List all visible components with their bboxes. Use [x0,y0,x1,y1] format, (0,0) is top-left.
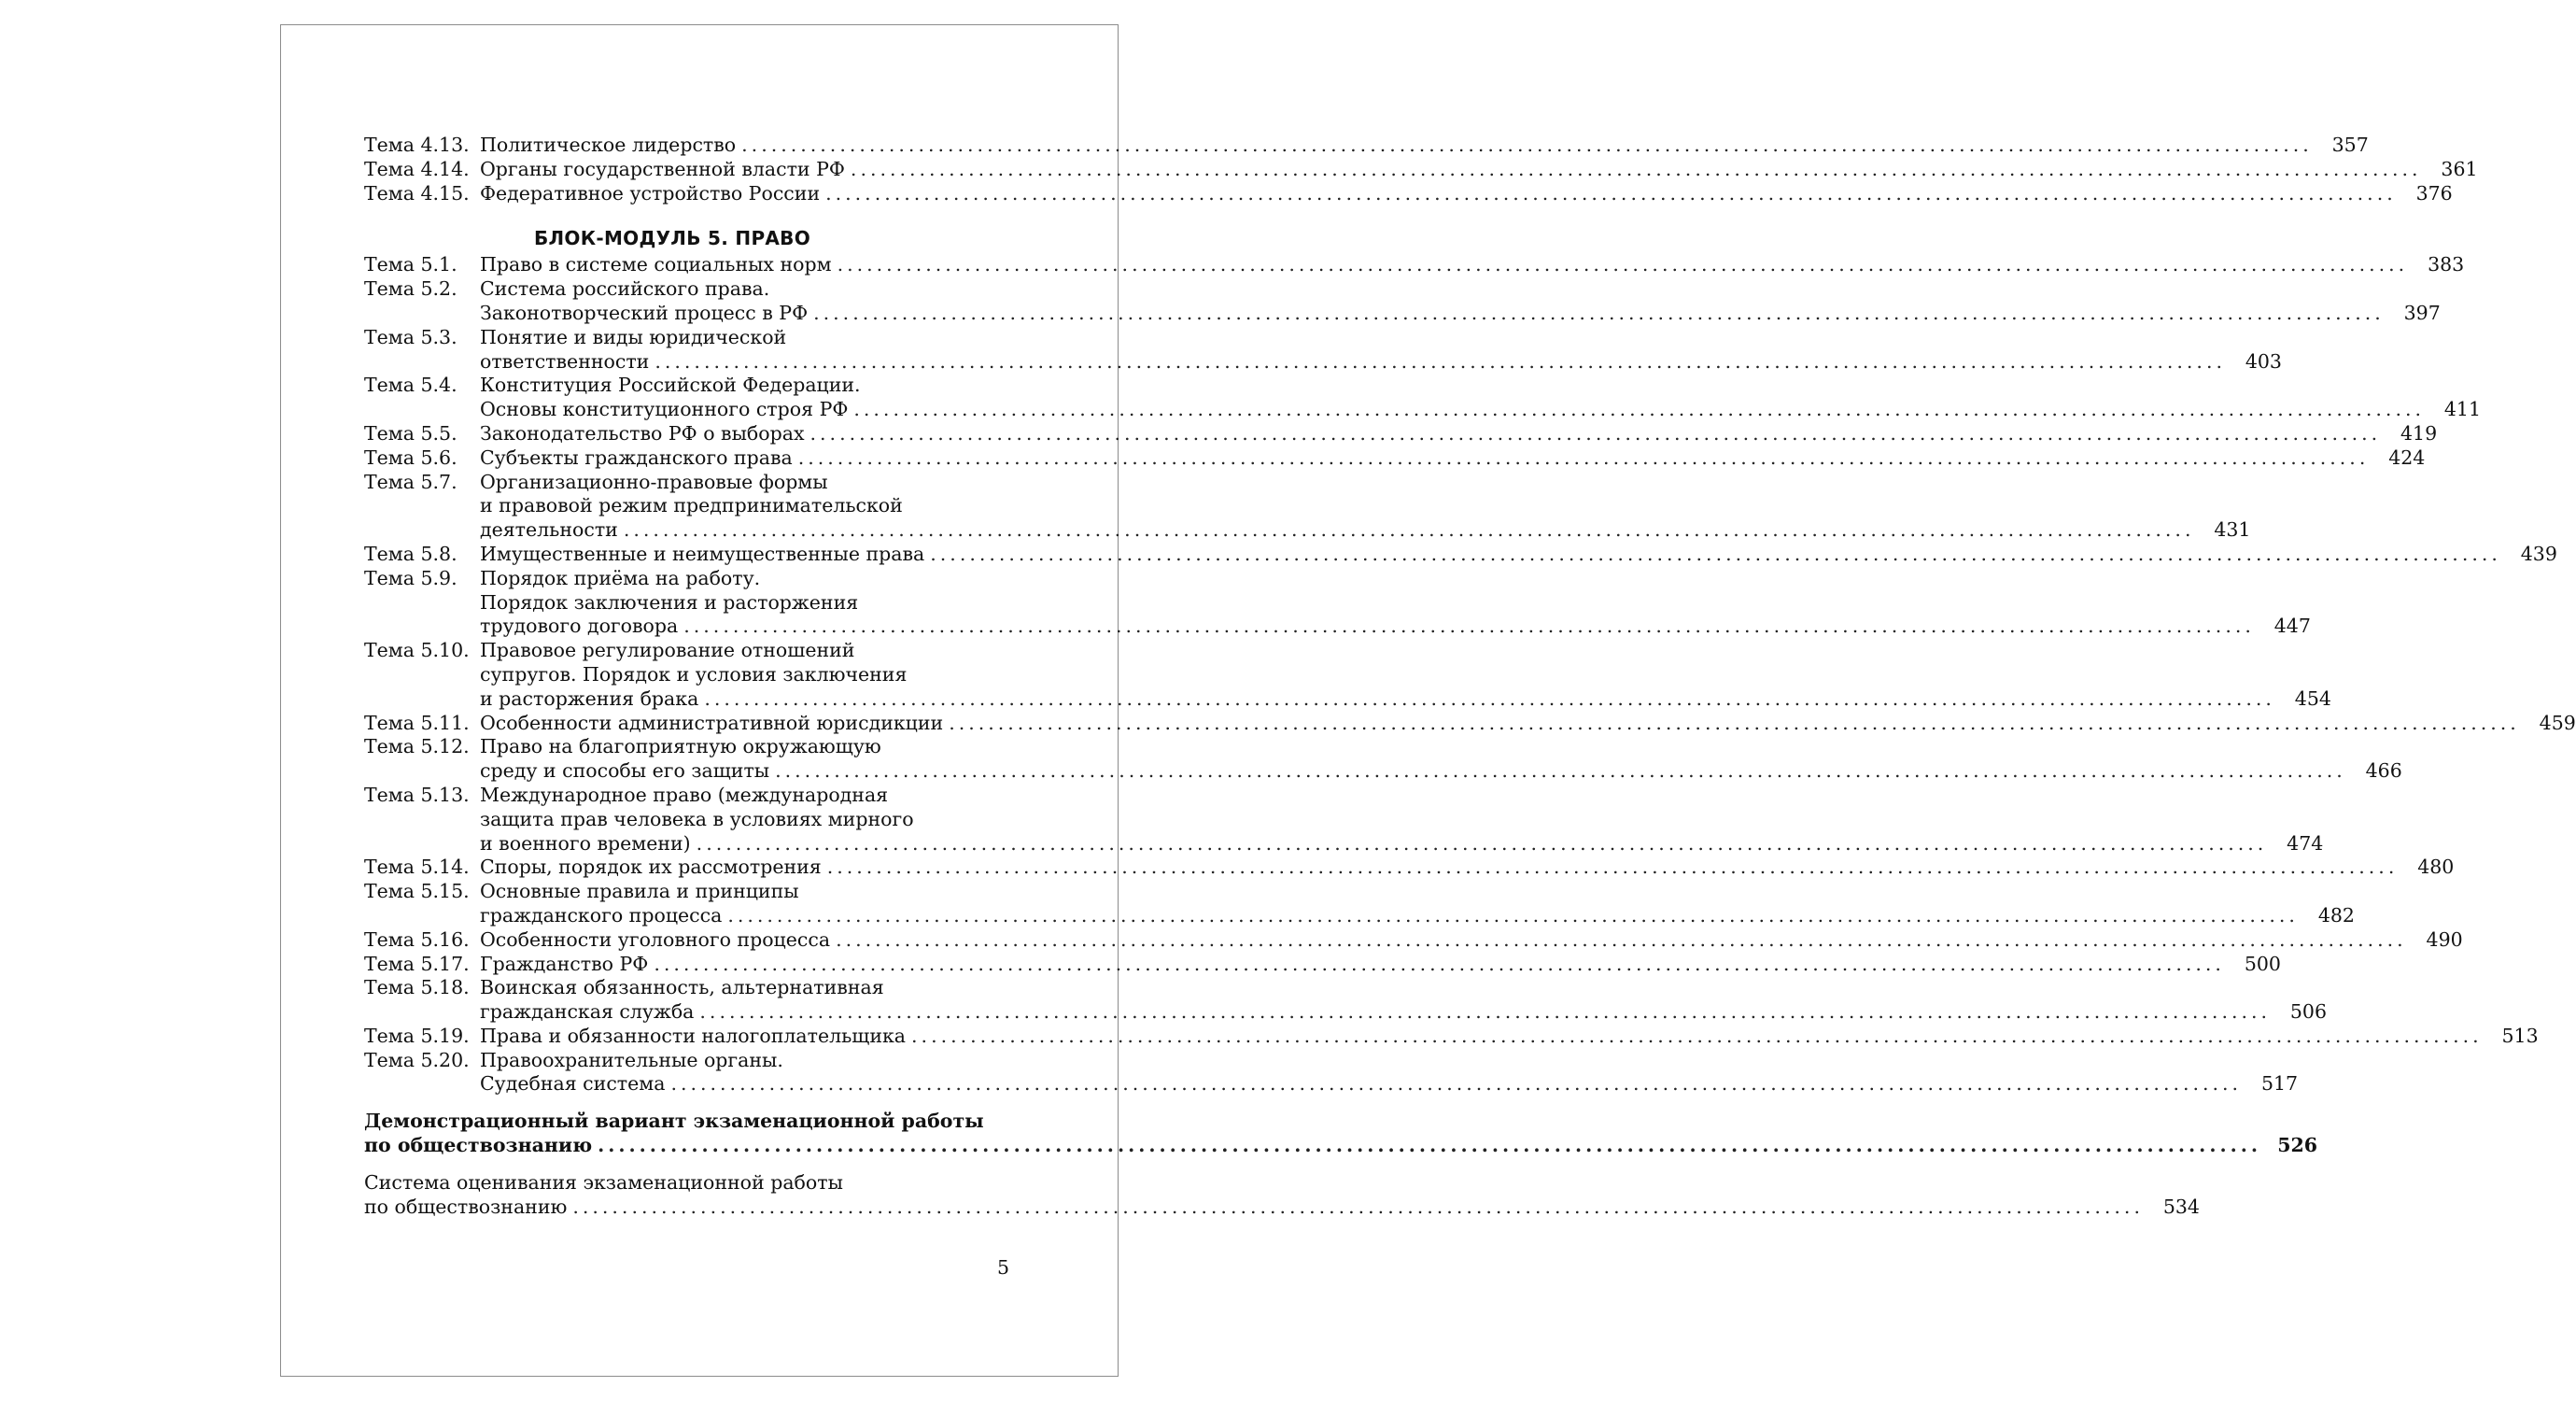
dot-leader: ................................................................................................................................................................ [930,542,2501,565]
dot-leader: ................................................................................................................................................................ [949,711,2520,734]
toc-entry-title: гражданского процесса [480,903,723,927]
toc-entry-line [480,302,2385,326]
toc-entry-title: Права и обязанности налогоплательщика [480,1024,907,1047]
toc-entry[interactable] [364,735,2402,784]
toc-entry-line: и правовой режим предпринимательской [480,494,903,517]
toc-entry-text [480,182,2397,206]
toc-entry-title: среду и способы его защиты [480,759,770,783]
toc-entry-page: 419 [2400,421,2438,445]
toc-entry-line: Международное право (международная [480,783,889,806]
toc-entry-line: Воинская обязанность, альтернативная [480,976,884,999]
dot-leader: ................................................................................................................................................................ [911,1024,2483,1047]
book-page [280,24,2576,1377]
toc-entry-title: Споры, порядок их рассмотрения [480,856,822,879]
toc-entry-line [364,1196,2144,1220]
toc-entry-page: 513 [2501,1024,2539,1047]
toc-entry[interactable] [364,976,2328,1025]
toc-entry-line: Система оценивания экзаменационной работы [364,1170,843,1194]
toc-entry-line [480,182,2397,206]
toc-entry-title: Право в системе социальных норм [480,253,832,276]
toc-entry-text [480,1025,2483,1049]
toc-entry-number: Тема 5.2. [364,277,457,301]
toc-entry-line: Конституция Российской Федерации. [480,374,861,397]
toc-entry-line [480,543,2501,567]
toc-entry-text [480,253,2408,277]
toc-entry-page: 431 [2214,518,2251,542]
toc-entry-page: 466 [2365,759,2402,783]
toc-entry-title: Основы конституционного строя РФ [480,398,849,421]
toc-entry-line [480,928,2407,953]
toc-entry[interactable] [364,277,2441,326]
toc-entry[interactable] [364,1048,2299,1097]
toc-entry-line [480,856,2398,880]
toc-appendix-entry[interactable] [364,1110,2318,1158]
toc-entry-page: 383 [2428,253,2465,276]
toc-entry-line [480,904,2299,928]
toc-entry-text [480,639,2275,711]
toc-entry-number: Тема 5.8. [364,542,457,565]
dot-leader: ................................................................................................................................................................ [741,134,2313,156]
toc-entry[interactable] [364,446,2426,471]
toc-entry-text [364,1110,2261,1158]
toc-entry-title: гражданская служба [480,1000,695,1024]
page-number: 5 [996,1256,1009,1279]
toc-entry-title: Субъекты гражданского права [480,446,793,469]
toc-entry-page: 506 [2289,1000,2328,1024]
toc-entry-title: Органы государственной власти РФ [480,157,845,180]
toc-entry-line: Система российского права. [480,277,770,301]
toc-entry-page: 361 [2441,157,2478,180]
toc-entry-line: защита прав человека в условиях мирного [480,807,914,830]
toc-entry-title: Законотворческий процесс в РФ [480,301,809,324]
toc-entry-line [480,953,2225,977]
toc-entry-line [480,422,2381,446]
toc-entry-title: Судебная система [480,1072,666,1096]
toc-section-final [364,1110,2318,1219]
toc-entry[interactable] [364,1024,2539,1049]
toc-entry-line [480,687,2275,712]
toc-entry-line: Порядок заключения и расторжения [480,590,859,614]
toc-entry-number: Тема 5.12. [364,735,470,758]
toc-entry[interactable] [364,374,2481,422]
toc-entry-page: 517 [2260,1072,2299,1096]
toc-entry-page: 480 [2417,856,2455,879]
toc-entry-text [480,374,2425,422]
toc-entry-line [480,1000,2271,1025]
toc-entry[interactable] [364,421,2438,446]
toc-entry-text [480,134,2313,158]
toc-entry-number: Тема 5.11. [364,711,470,734]
toc-entry-line [480,134,2313,158]
dot-leader: ................................................................................................................................................................ [654,952,2225,975]
toc-entry-number: Тема 5.1. [364,253,457,276]
toc-entry-line [480,832,2267,856]
toc-entry-number: Тема 5.10. [364,639,470,662]
toc-entry-page: 459 [2539,711,2576,734]
toc-entry-number: Тема 4.14. [364,157,470,180]
toc-entry-title: Политическое лидерство [480,134,737,156]
dot-leader: ................................................................................................................................................................ [837,253,2409,276]
toc-entry-text [480,784,2267,856]
toc-entry-line: Правоохранительные органы. [480,1048,783,1071]
toc-entry-page: 376 [2415,181,2453,205]
toc-entry[interactable] [364,542,2557,567]
toc-entry-number: Тема 5.7. [364,470,457,493]
toc-entry-line: Понятие и виды юридической [480,325,787,348]
block-heading: БЛОК-МОДУЛЬ 5. ПРАВО [533,227,811,250]
toc-entry-page: 490 [2426,927,2463,951]
toc-entry-text [480,326,2226,375]
toc-entry-number: Тема 5.14. [364,856,470,879]
toc-entry[interactable] [364,639,2331,711]
toc-entry-line: Порядок приёма на работу. [480,566,761,589]
toc-entry[interactable] [364,711,2576,736]
toc-entry-text [480,567,2255,639]
toc-entry-text [364,1171,2144,1220]
toc-entry-page: 439 [2520,542,2557,565]
toc-entry-line [480,350,2226,375]
toc-entry-number: Тема 5.3. [364,325,457,348]
toc-entry-number: Тема 5.5. [364,421,457,445]
dot-leader: ................................................................................................................................................................ [836,927,2407,951]
toc-entry-number: Тема 5.13. [364,783,470,806]
dot-leader: ................................................................................................................................................................ [704,686,2275,710]
toc-entry[interactable] [364,134,2369,158]
dot-leader: ................................................................................................................................................................ [727,903,2299,927]
toc-entry-text [480,735,2346,784]
toc-entry-line [480,1025,2483,1049]
toc-entry-page: 526 [2277,1134,2318,1157]
toc-entry-line [480,518,2194,543]
dot-leader: ................................................................................................................................................................ [775,759,2346,783]
toc-entry-text [480,880,2299,928]
toc-entry-title: и военного времени) [480,831,691,855]
toc-entry[interactable] [364,952,2281,977]
toc-entry-page: 474 [2287,831,2324,855]
toc-entry-page: 447 [2273,615,2311,638]
toc-entry-line: Основные правила и принципы [480,880,799,903]
toc-entry-line [364,1134,2261,1158]
dot-leader: ................................................................................................................................................................ [850,157,2422,180]
toc-entry-title: Особенности административной юрисдикции [480,711,944,734]
toc-entry-text [480,422,2381,446]
toc-entry-text [480,1049,2242,1097]
dot-leader: ................................................................................................................................................................ [598,1134,2262,1157]
toc-entry-number: Тема 5.16. [364,927,470,951]
toc-entry-title: по обществознанию [364,1195,568,1218]
toc-entry-page: 411 [2443,398,2481,421]
toc-entry-line [480,712,2520,736]
toc-entry-line: супругов. Порядок и условия заключения [480,662,908,686]
toc-entry[interactable] [364,181,2453,206]
toc-entry-number: Тема 5.18. [364,976,470,999]
dot-leader: ................................................................................................................................................................ [623,518,2195,542]
dot-leader: ................................................................................................................................................................ [572,1195,2144,1218]
toc-entry-title: Имущественные и неимущественные права [480,542,925,565]
toc-entry-line [480,1072,2242,1097]
dot-leader: ................................................................................................................................................................ [683,615,2255,638]
dot-leader: ................................................................................................................................................................ [826,856,2399,879]
toc-entry[interactable] [364,325,2282,375]
dot-leader: ................................................................................................................................................................ [853,398,2425,421]
toc-entry[interactable] [364,927,2463,953]
toc-entry-line [480,253,2408,277]
toc-entry[interactable] [364,856,2455,880]
toc-entry-text [480,953,2225,977]
toc-entry-title: ответственности [480,349,650,373]
toc-entry-text [480,446,2369,471]
toc-entry[interactable] [364,566,2311,639]
toc-entry-number: Тема 5.4. [364,374,457,397]
dot-leader: ................................................................................................................................................................ [797,446,2370,469]
toc-entry-number: Тема 5.15. [364,880,470,903]
toc-entry-number: Тема 4.15. [364,181,470,205]
toc-entry-text [480,712,2520,736]
toc-entry-title: Федеративное устройство России [480,181,821,205]
dot-leader: ................................................................................................................................................................ [655,349,2226,373]
toc-entry-page: 500 [2244,952,2281,975]
dot-leader: ................................................................................................................................................................ [670,1072,2243,1096]
toc-entry-page: 397 [2403,301,2441,324]
toc-entry-number: Тема 5.9. [364,566,457,589]
toc-entry-title: и расторжения брака [480,686,699,710]
toc-entry-title: трудового договора [480,615,679,638]
toc-entry-title: Законодательство РФ о выборах [480,421,805,445]
toc-entry-text [480,543,2501,567]
toc-entry-text [480,928,2407,953]
dot-leader: ................................................................................................................................................................ [809,421,2382,445]
toc-entry[interactable] [364,157,2478,182]
toc-entry-number: Тема 5.19. [364,1024,470,1047]
toc-entry-number: Тема 5.17. [364,952,470,975]
toc-entry-page: 357 [2331,134,2369,156]
toc-entry-page: 454 [2294,686,2331,710]
toc-entry-text [480,471,2194,543]
dot-leader: ................................................................................................................................................................ [813,301,2385,324]
toc-entry-title: деятельности [480,518,618,542]
dot-leader: ................................................................................................................................................................ [699,1000,2272,1024]
dot-leader: ................................................................................................................................................................ [696,831,2268,855]
toc-entry[interactable] [364,880,2355,928]
toc-entry-page: 482 [2317,903,2355,927]
toc-entry-line [480,759,2346,784]
toc-entry[interactable] [364,253,2465,277]
toc-entry-line: Организационно-правовые формы [480,470,828,493]
toc-entry-line: Право на благоприятную окружающую [480,735,881,758]
toc-entry-text [480,856,2398,880]
toc-entry-page: 534 [2162,1195,2200,1218]
toc-entry-text [480,158,2422,182]
toc-entry[interactable] [364,783,2324,856]
toc-section-module-5 [364,253,2576,1097]
toc-entry-line [480,615,2255,639]
dot-leader: ................................................................................................................................................................ [825,181,2397,205]
toc-entry-number: Тема 5.20. [364,1048,470,1071]
toc-entry-page: 424 [2388,446,2426,469]
toc-entry-text [480,976,2271,1025]
toc-appendix-entry[interactable] [364,1170,2200,1220]
toc-entry-line [480,398,2425,422]
toc-entry-line: Правовое регулирование отношений [480,639,855,662]
toc-entry-line [480,158,2422,182]
toc-entry-title: Особенности уголовного процесса [480,927,831,951]
toc-entry-text [480,277,2385,326]
toc-entry-title: по обществознанию [364,1134,593,1157]
toc-entry-number: Тема 5.6. [364,446,457,469]
toc-entry-number: Тема 4.13. [364,134,470,156]
toc-entry-page: 403 [2245,349,2282,373]
toc-section-module-4 [364,134,2478,205]
toc-entry-line [480,446,2369,471]
toc-entry-title: Гражданство РФ [480,952,649,975]
toc-entry[interactable] [364,470,2251,543]
table-of-contents [364,134,2576,1219]
toc-entry-line: Демонстрационный вариант экзаменационной работы [364,1110,984,1133]
